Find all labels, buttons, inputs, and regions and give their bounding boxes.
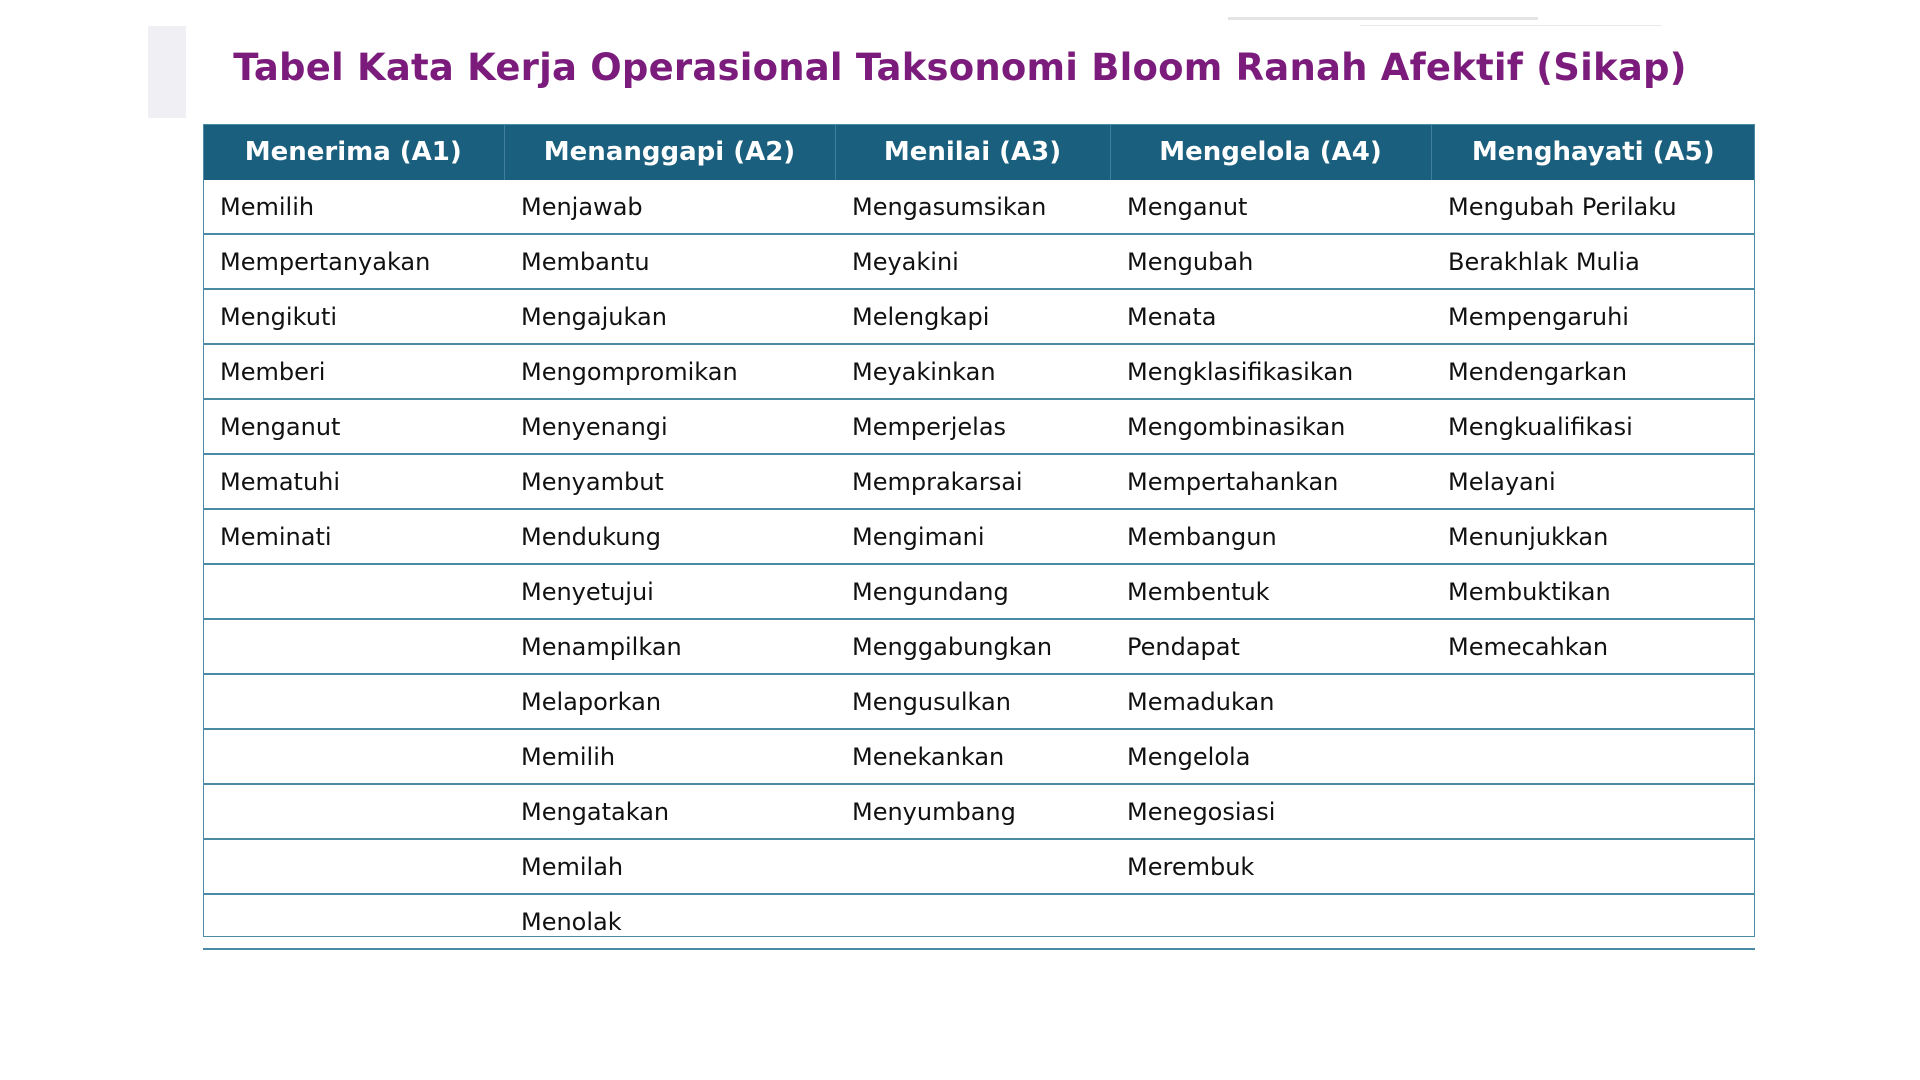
- table-cell: Mengimani: [835, 509, 1110, 564]
- table-cell: Mengubah Perilaku: [1431, 180, 1755, 234]
- table-row: [203, 180, 1755, 234]
- column-header-a5: Menghayati (A5): [1431, 124, 1755, 180]
- table-cell: Menata: [1110, 289, 1431, 344]
- table-row: [203, 454, 1755, 509]
- table-cell: [1431, 839, 1755, 894]
- table-row: [203, 289, 1755, 344]
- table-cell: Menggabungkan: [835, 619, 1110, 674]
- table-cell: Mengatakan: [504, 784, 835, 839]
- table-cell: Meyakinkan: [835, 344, 1110, 399]
- table-cell: [1431, 894, 1755, 949]
- table-cell: Menyambut: [504, 454, 835, 509]
- table-cell: Memperjelas: [835, 399, 1110, 454]
- table-cell: [203, 784, 504, 839]
- table-row: [203, 564, 1755, 619]
- table-cell: [835, 894, 1110, 949]
- table-cell: [203, 729, 504, 784]
- table-cell: [203, 564, 504, 619]
- table-row: [203, 399, 1755, 454]
- table-header-row: [203, 124, 1755, 180]
- table-cell: Mengklasifikasikan: [1110, 344, 1431, 399]
- table-cell: Membentuk: [1110, 564, 1431, 619]
- table-cell: Mengompromikan: [504, 344, 835, 399]
- table-cell: Meminati: [203, 509, 504, 564]
- table-cell: Melaporkan: [504, 674, 835, 729]
- table-cell: Menyumbang: [835, 784, 1110, 839]
- table-row: [203, 894, 1755, 949]
- table-cell: Memberi: [203, 344, 504, 399]
- table-cell: Mengombinasikan: [1110, 399, 1431, 454]
- table-cell: Mematuhi: [203, 454, 504, 509]
- table-cell: Mengubah: [1110, 234, 1431, 289]
- page-title: Tabel Kata Kerja Operasional Taksonomi Bloom Ranah Afektif (Sikap): [233, 46, 1687, 89]
- table-cell: Menegosiasi: [1110, 784, 1431, 839]
- table-cell: Berakhlak Mulia: [1431, 234, 1755, 289]
- table-cell: Membantu: [504, 234, 835, 289]
- table-cell: [1431, 674, 1755, 729]
- table-cell: [203, 619, 504, 674]
- column-header-a3: Menilai (A3): [835, 124, 1110, 180]
- table-row: [203, 674, 1755, 729]
- table-cell: Meyakini: [835, 234, 1110, 289]
- verb-table: [203, 124, 1755, 950]
- verb-table-container: [203, 124, 1755, 950]
- table-row: [203, 509, 1755, 564]
- table-body: [203, 180, 1755, 949]
- table-cell: Mendukung: [504, 509, 835, 564]
- table-cell: Mengasumsikan: [835, 180, 1110, 234]
- column-header-a1: Menerima (A1): [203, 124, 504, 180]
- table-cell: Mempertanyakan: [203, 234, 504, 289]
- table-cell: Menekankan: [835, 729, 1110, 784]
- table-cell: Menganut: [203, 399, 504, 454]
- table-row: [203, 344, 1755, 399]
- table-cell: [203, 839, 504, 894]
- table-cell: Mengelola: [1110, 729, 1431, 784]
- table-cell: Memprakarsai: [835, 454, 1110, 509]
- table-cell: Membuktikan: [1431, 564, 1755, 619]
- table-cell: Menyenangi: [504, 399, 835, 454]
- table-cell: Memecahkan: [1431, 619, 1755, 674]
- table-cell: [203, 894, 504, 949]
- table-cell: [1431, 729, 1755, 784]
- table-row: [203, 839, 1755, 894]
- table-cell: Menunjukkan: [1431, 509, 1755, 564]
- table-cell: [1110, 894, 1431, 949]
- table-cell: [203, 674, 504, 729]
- table-cell: Mendengarkan: [1431, 344, 1755, 399]
- table-cell: Pendapat: [1110, 619, 1431, 674]
- table-cell: Memilih: [504, 729, 835, 784]
- table-row: [203, 234, 1755, 289]
- table-cell: Mengajukan: [504, 289, 835, 344]
- column-header-a4: Mengelola (A4): [1110, 124, 1431, 180]
- table-cell: Menjawab: [504, 180, 835, 234]
- table-cell: Mengundang: [835, 564, 1110, 619]
- table-cell: Menganut: [1110, 180, 1431, 234]
- table-cell: Melayani: [1431, 454, 1755, 509]
- table-cell: Memilih: [203, 180, 504, 234]
- table-cell: Menolak: [504, 894, 835, 949]
- table-cell: Membangun: [1110, 509, 1431, 564]
- table-cell: Memilah: [504, 839, 835, 894]
- table-cell: Melengkapi: [835, 289, 1110, 344]
- table-cell: Mengikuti: [203, 289, 504, 344]
- table-row: [203, 619, 1755, 674]
- table-cell: Mengkualifikasi: [1431, 399, 1755, 454]
- table-row: [203, 784, 1755, 839]
- table-cell: Menampilkan: [504, 619, 835, 674]
- column-header-a2: Menanggapi (A2): [504, 124, 835, 180]
- table-cell: Mempertahankan: [1110, 454, 1431, 509]
- decorative-line: [1228, 17, 1538, 20]
- table-cell: [1431, 784, 1755, 839]
- table-cell: Mengusulkan: [835, 674, 1110, 729]
- table-cell: Menyetujui: [504, 564, 835, 619]
- table-row: [203, 729, 1755, 784]
- table-cell: Merembuk: [1110, 839, 1431, 894]
- table-cell: Mempengaruhi: [1431, 289, 1755, 344]
- table-cell: [835, 839, 1110, 894]
- decorative-line-thin: [1360, 25, 1662, 26]
- table-cell: Memadukan: [1110, 674, 1431, 729]
